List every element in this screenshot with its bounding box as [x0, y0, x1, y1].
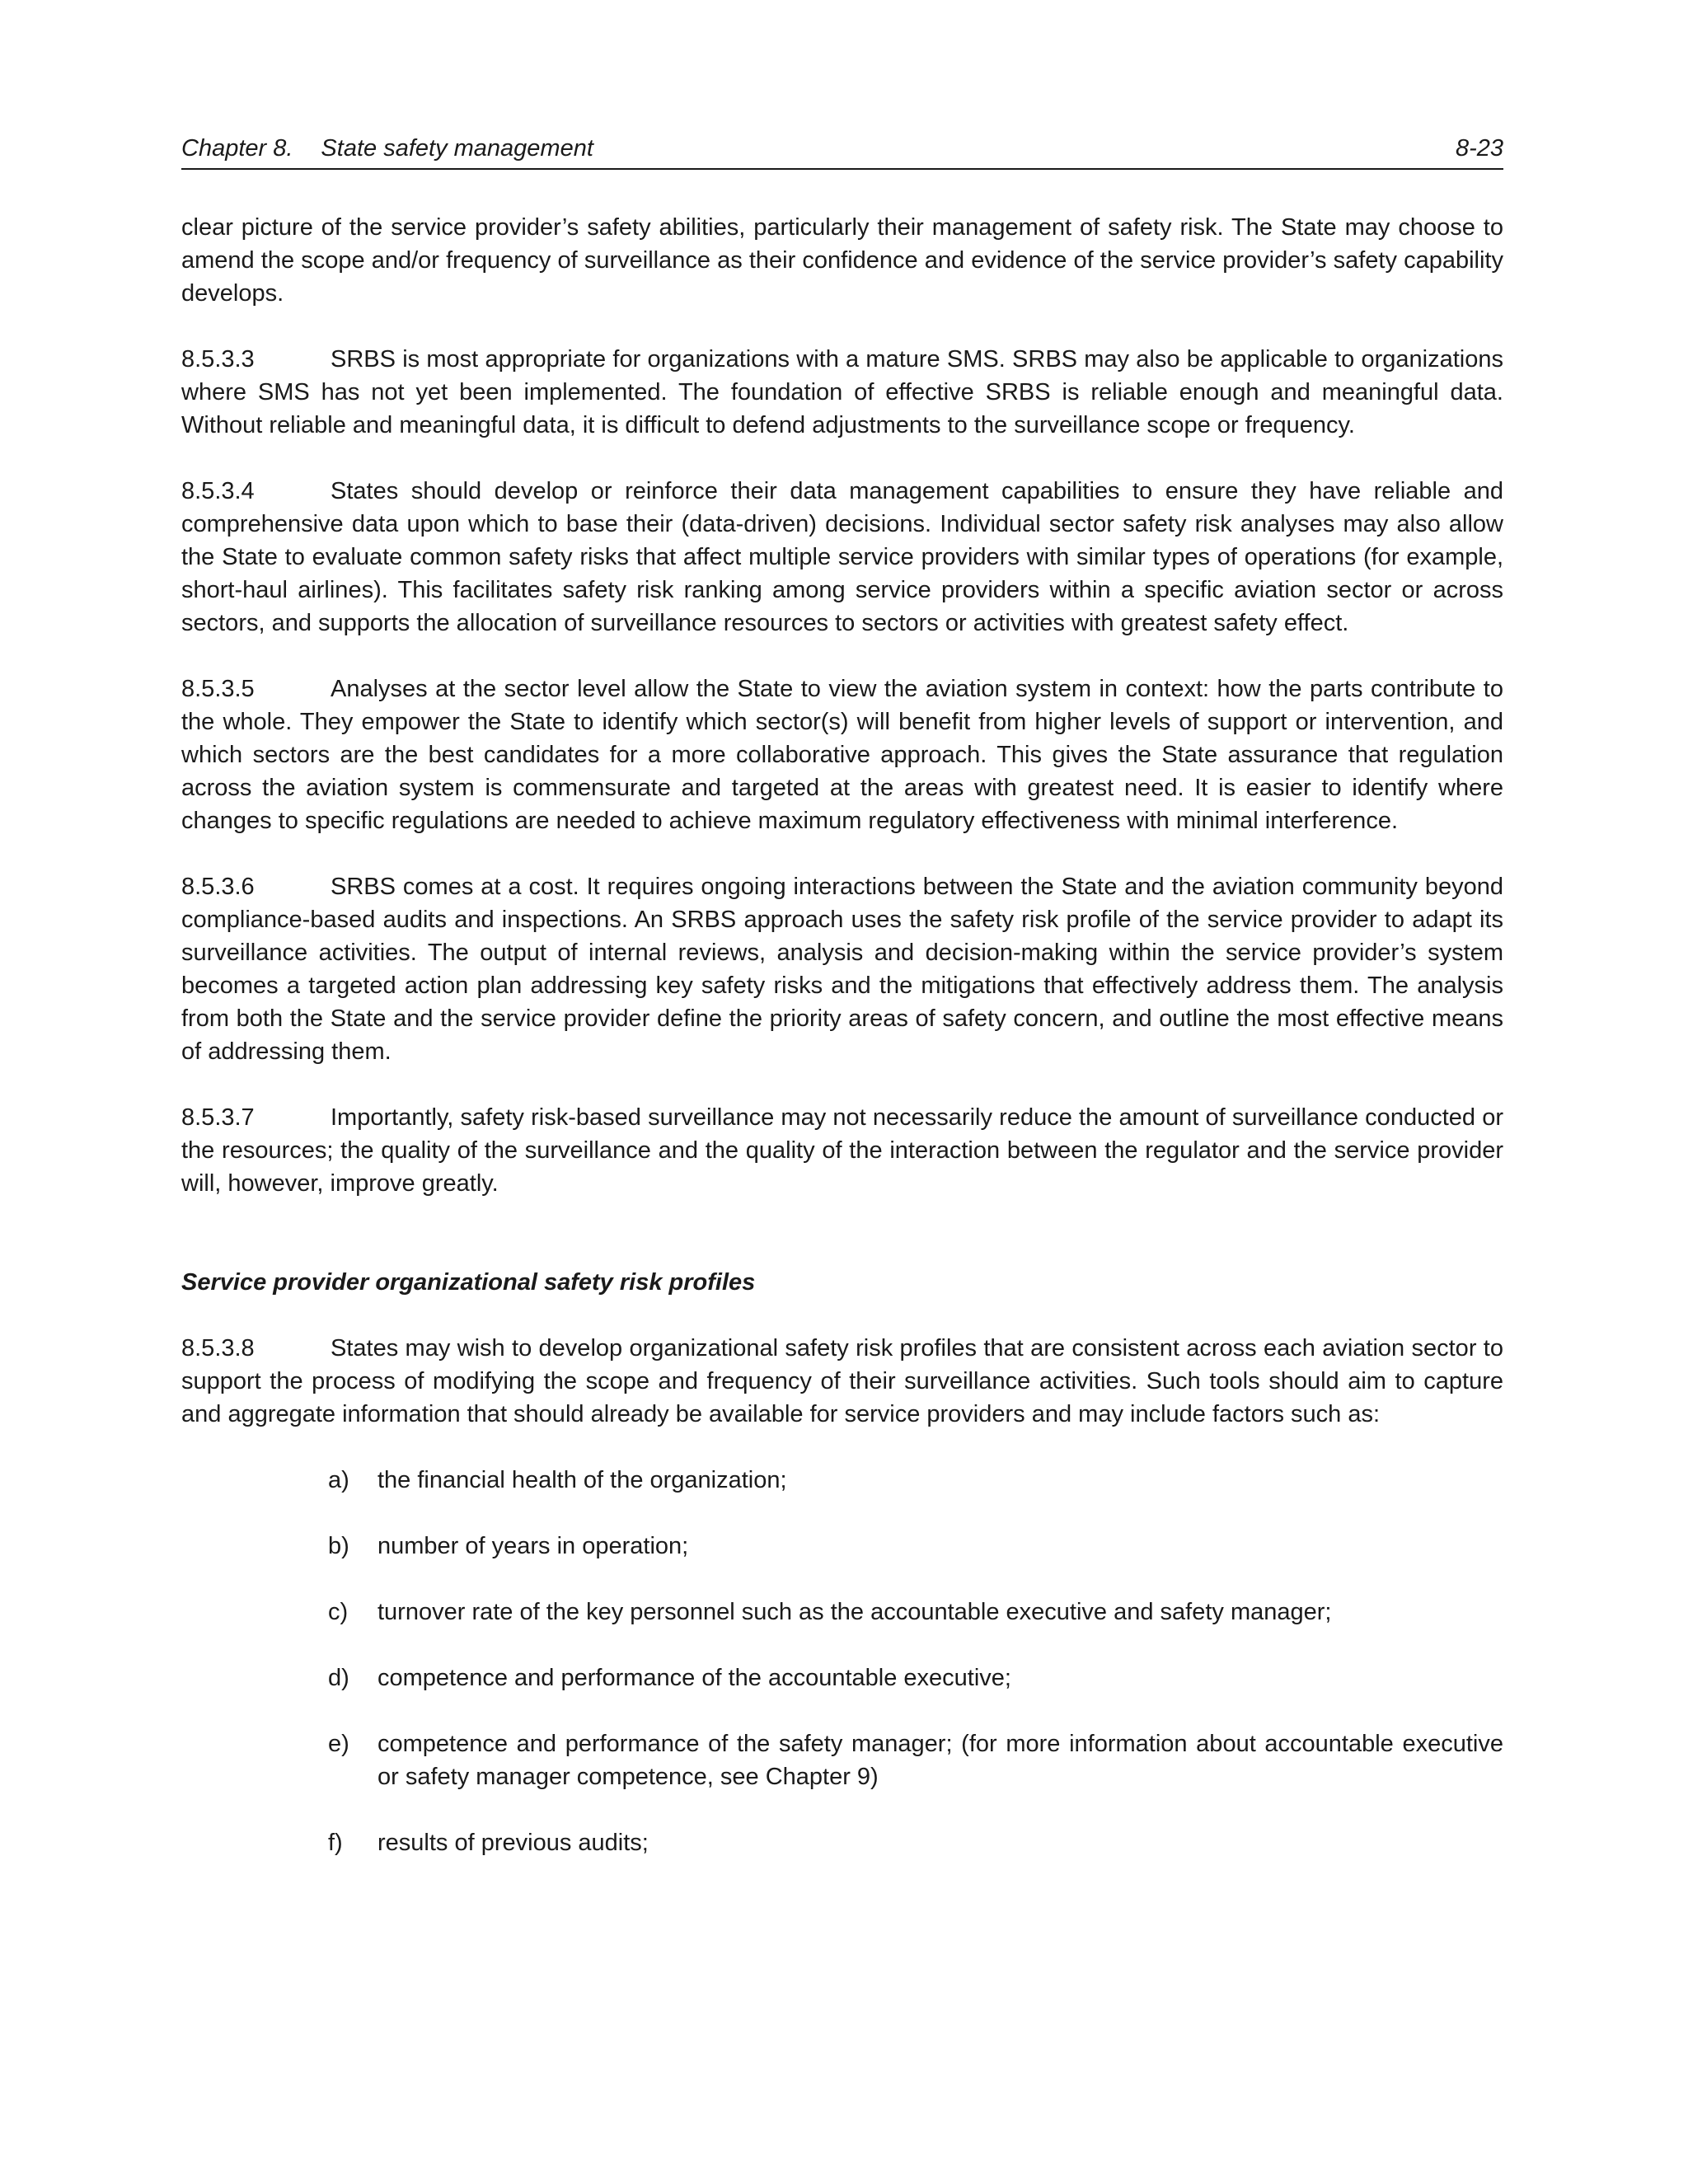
list-item	[181, 1826, 1503, 1859]
paragraph-8-5-3-5	[181, 673, 1503, 837]
list-item-text: number of years in operation;	[377, 1533, 689, 1559]
page-header	[181, 132, 1503, 170]
list-item-text: competence and performance of the safety manager; (for more information about accountable executive or safety manager competence, see Chapter 9)	[377, 1731, 1503, 1790]
paragraph-continuation	[181, 211, 1503, 310]
list-item-text: competence and performance of the accountable executive;	[377, 1665, 1011, 1691]
paragraph-8-5-3-6	[181, 870, 1503, 1068]
list-item-label: a)	[328, 1467, 349, 1493]
paragraph-number: 8.5.3.3	[181, 346, 255, 373]
list-item	[181, 1530, 1503, 1563]
list-item-label: e)	[328, 1731, 349, 1757]
list-item-text: turnover rate of the key personnel such as the accountable executive and safety manager;	[377, 1599, 1332, 1625]
paragraph-8-5-3-8	[181, 1332, 1503, 1431]
list-item-text: results of previous audits;	[377, 1830, 649, 1856]
document-page	[181, 132, 1503, 1892]
header-title: State safety management	[321, 135, 593, 162]
paragraph-number: 8.5.3.7	[181, 1104, 255, 1131]
list-item	[181, 1596, 1503, 1629]
paragraph-number: 8.5.3.8	[181, 1335, 255, 1361]
list-item-label: c)	[328, 1599, 349, 1625]
list-item-label: f)	[328, 1830, 343, 1856]
factor-list	[181, 1464, 1503, 1859]
paragraph-text: SRBS is most appropriate for organizations with a mature SMS. SRBS may also be applicable to organizations where SMS has not yet been implemented. The foundation of effective SRBS is reliable enough and meaningful data. Without reliable and meaningful data, it is difficult to defend adjustments to the surveillance scope or frequency.	[181, 346, 1503, 438]
list-item-text: the financial health of the organization;	[377, 1467, 787, 1493]
paragraph-text: States should develop or reinforce their data management capabilities to ensure they have reliable and comprehensive data upon which to base their (data-driven) decisions. Individual sector safety risk analyses may also allow the State to evaluate common safety risks that affect multiple service providers with similar types of operations (for example, short-haul airlines). This facilitates safety risk ranking among service providers within a specific aviation sector or across sectors, and supports the allocation of surveillance resources to sectors or activities with greatest safety effect.	[181, 478, 1503, 636]
header-chapter: Chapter 8.	[181, 135, 293, 162]
page-number: 8-23	[1455, 135, 1503, 162]
section-subheading: Service provider organizational safety risk profiles	[181, 1269, 756, 1296]
paragraph-text: Importantly, safety risk-based surveillance may not necessarily reduce the amount of surveillance conducted or the resources; the quality of the surveillance and the quality of the interaction between the regulator and the service provider will, however, improve greatly.	[181, 1104, 1503, 1197]
list-item	[181, 1661, 1503, 1694]
paragraph-8-5-3-7	[181, 1101, 1503, 1200]
paragraph-8-5-3-3	[181, 343, 1503, 442]
list-item	[181, 1464, 1503, 1497]
paragraph-text: Analyses at the sector level allow the State to view the aviation system in context: how the parts contribute to the whole. They empower the State to identify which sector(s) will benefit from higher levels of support or intervention, and which sectors are the best candidates for a more collaborative approach. This gives the State assurance that regulation across the aviation system is commensurate and targeted at the areas with greatest need. It is easier to identify where changes to specific regulations are needed to achieve maximum regulatory effectiveness with minimal interference.	[181, 676, 1503, 834]
paragraph-text: States may wish to develop organizational safety risk profiles that are consistent across each aviation sector to support the process of modifying the scope and frequency of their surveillance activities. Such tools should aim to capture and aggregate information that should already be available for service providers and may include factors such as:	[181, 1335, 1503, 1427]
paragraph-number: 8.5.3.6	[181, 874, 255, 900]
paragraph-text: clear picture of the service provider’s safety abilities, particularly their management of safety risk. The State may choose to amend the scope and/or frequency of surveillance as their confidence and evidence of the service provider’s safety capability develops.	[181, 214, 1503, 307]
list-item-label: b)	[328, 1533, 349, 1559]
paragraph-text: SRBS comes at a cost. It requires ongoing interactions between the State and the aviation community beyond compliance-based audits and inspections. An SRBS approach uses the safety risk profile of the service provider to adapt its surveillance activities. The output of internal reviews, analysis and decision-making within the service provider’s system becomes a targeted action plan addressing key safety risks and the mitigations that effectively address them. The analysis from both the State and the service provider define the priority areas of safety concern, and outline the most effective means of addressing them.	[181, 874, 1503, 1065]
paragraph-number: 8.5.3.5	[181, 676, 255, 702]
header-chapter-title	[181, 132, 593, 165]
page-body	[181, 211, 1503, 1859]
paragraph-number: 8.5.3.4	[181, 478, 255, 504]
list-item-label: d)	[328, 1665, 349, 1691]
list-item	[181, 1727, 1503, 1793]
paragraph-8-5-3-4	[181, 475, 1503, 640]
